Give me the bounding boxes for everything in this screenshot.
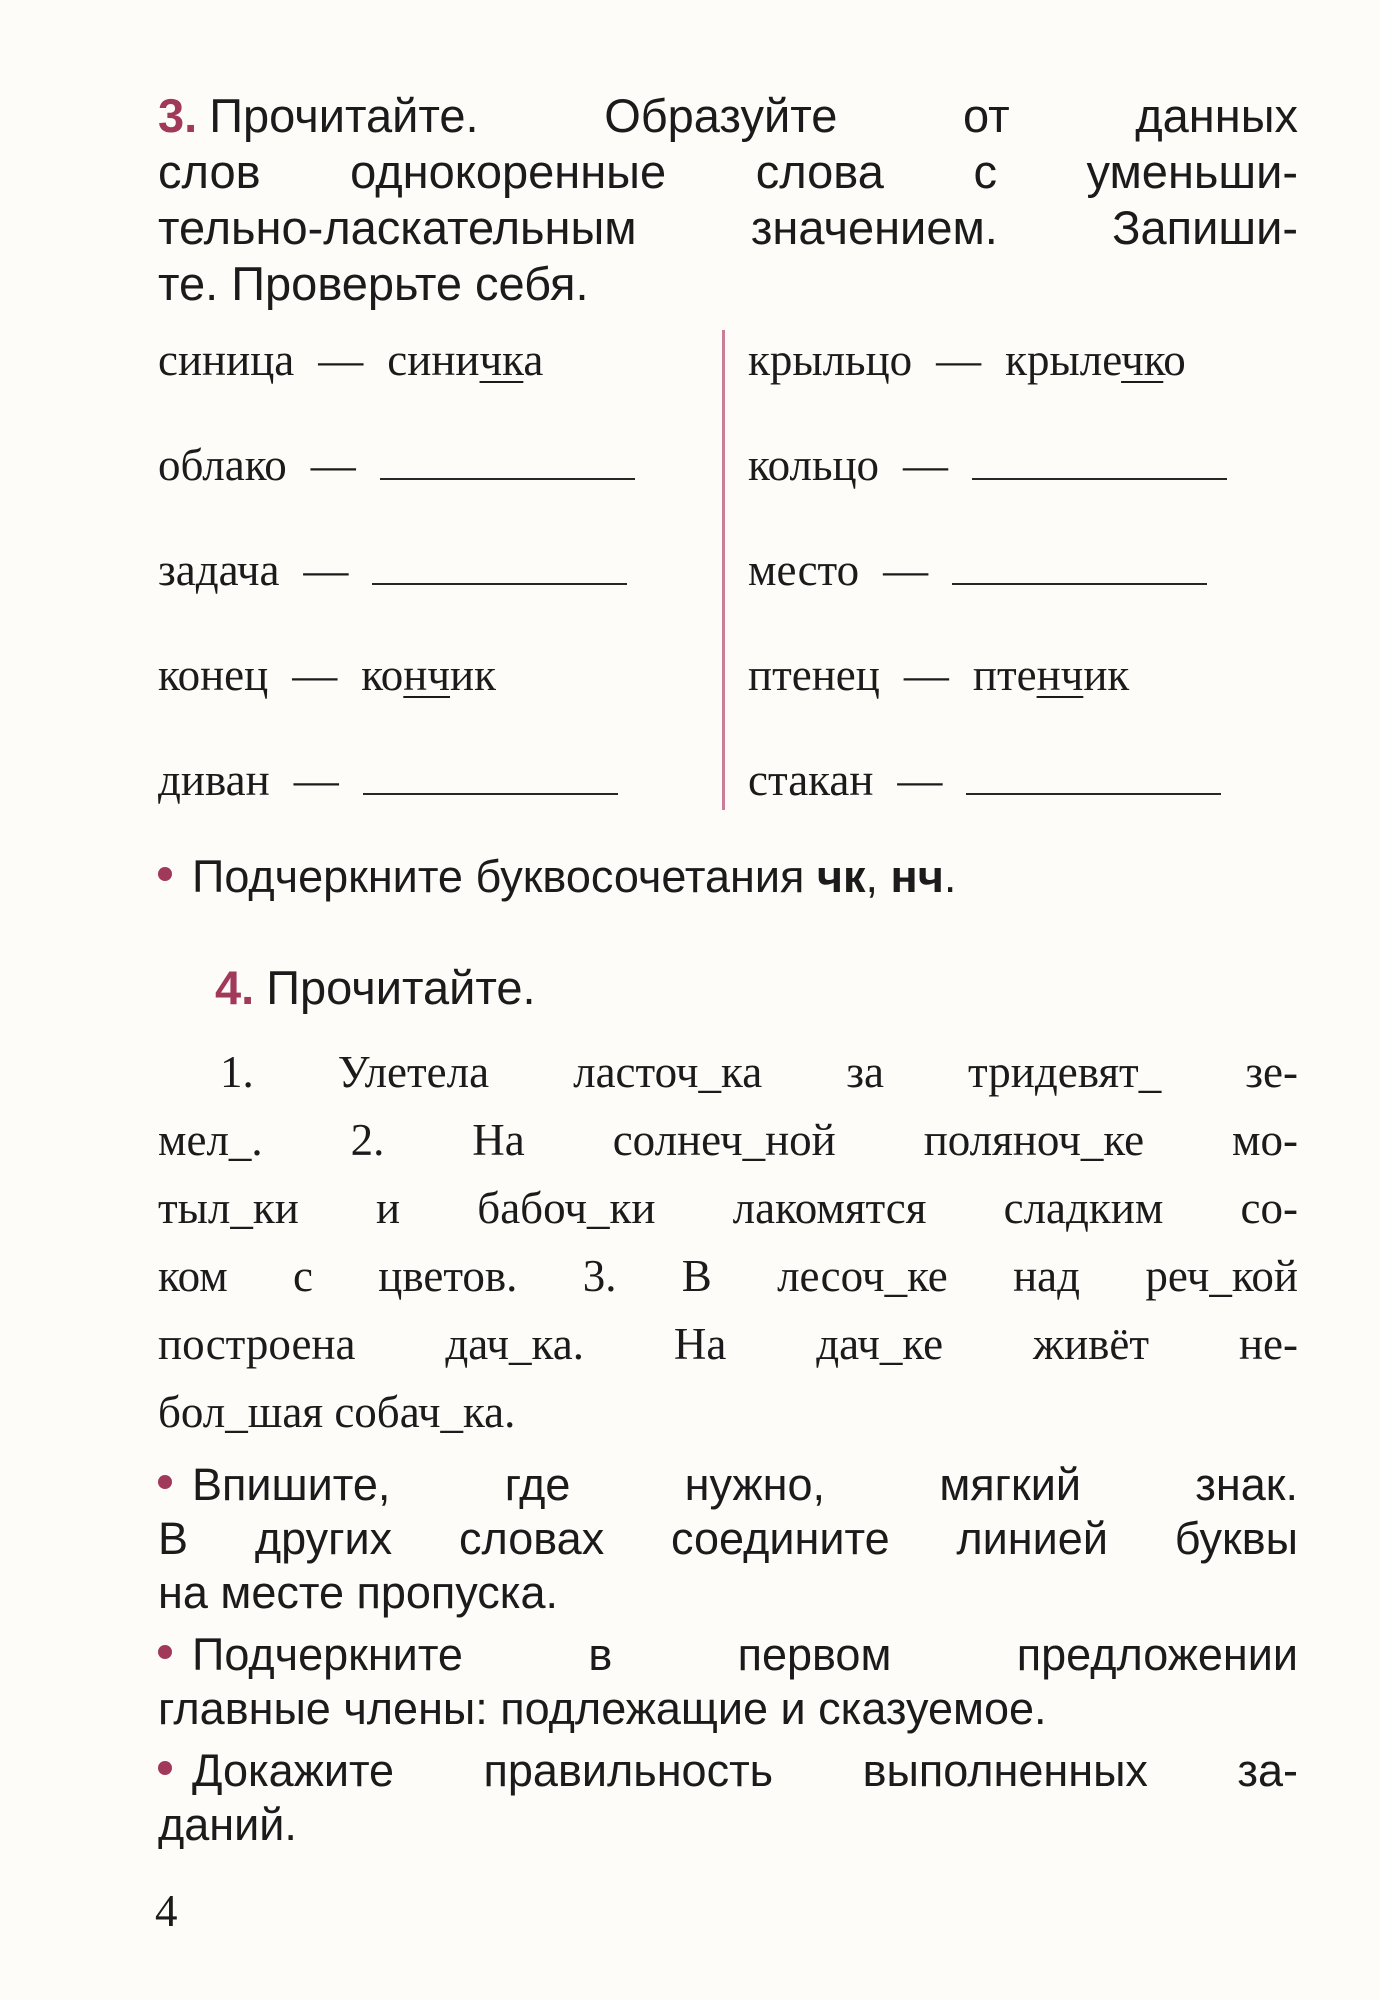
answer-blank[interactable]: [952, 583, 1207, 585]
answer-blank[interactable]: [972, 478, 1227, 480]
bullet-item: Докажите правильность выполненных за- даний.: [158, 1745, 1298, 1850]
answer-blank[interactable]: [372, 583, 627, 585]
task-4-text: [158, 1038, 1298, 1446]
bullet-dot-icon: [158, 1475, 172, 1489]
answer-word: кончик: [361, 650, 496, 700]
task-3-line-2: слов однокоренные слова с уменьши-: [158, 145, 1298, 198]
task-4-title: Прочитайте.: [266, 961, 536, 1014]
answer-blank[interactable]: [966, 793, 1221, 795]
bullet-dot-icon: [158, 867, 172, 881]
left-row-2: облако —: [158, 435, 635, 495]
word-pairs-grid: [158, 330, 1298, 810]
text-line-6: бол_шая собач_ка.: [158, 1387, 516, 1437]
task-3-line-1: 3. Прочитайте. Образуйте от данных: [158, 89, 1298, 142]
page-number: 4: [155, 1886, 178, 1936]
task-4-number: 4.: [215, 961, 255, 1014]
task-3-line-4: те. Проверьте себя.: [158, 257, 589, 310]
answer-blank[interactable]: [380, 478, 635, 480]
right-row-3: место —: [748, 540, 1207, 600]
task-3-instructions: [158, 88, 1298, 312]
task-4-bullets: [158, 1458, 1298, 1860]
left-row-5: диван —: [158, 750, 618, 810]
bullet-item: Подчеркните в первом предложении главные члены: подлежащие и сказуемое.: [158, 1629, 1298, 1734]
answer-word: птенчик: [972, 650, 1130, 700]
text-line-5: построена дач_ка. На дач_ке живёт не-: [158, 1319, 1298, 1369]
bullet-dot-icon: [158, 1761, 172, 1775]
left-row-4: конец — кончик: [158, 645, 496, 705]
task-3-number: 3.: [158, 89, 198, 142]
right-row-1: крыльцо — крылечко: [748, 330, 1186, 390]
column-divider: [722, 330, 725, 810]
answer-word: крылечко: [1005, 335, 1186, 385]
text-line-2: мел_. 2. На солнеч_ной поляноч_ке мо-: [158, 1115, 1298, 1165]
left-row-3: задача —: [158, 540, 627, 600]
left-row-1: синица — синичка: [158, 330, 543, 390]
text-line-4: ком с цветов. 3. В лесоч_ке над реч_кой: [158, 1251, 1298, 1301]
right-row-5: стакан —: [748, 750, 1221, 810]
bullet-item: Впишите, где нужно, мягкий знак. В других словах соедините линией буквы на месте пропуска.: [158, 1459, 1298, 1618]
text-line-3: тыл_ки и бабоч_ки лакомятся сладким со-: [158, 1183, 1298, 1233]
task-4-header: [215, 960, 1215, 1016]
answer-blank[interactable]: [363, 793, 618, 795]
text-line-1: 1. Улетела ласточ_ка за тридевят_ зе-: [220, 1047, 1298, 1097]
bullet-dot-icon: [158, 1645, 172, 1659]
right-row-2: кольцо —: [748, 435, 1227, 495]
answer-word: синичка: [387, 335, 544, 385]
task-3-bullet: Подчеркните буквосочетания чк, нч.: [158, 850, 1298, 904]
right-row-4: птенец — птенчик: [748, 645, 1129, 705]
task-3-line-3: тельно-ласкательным значением. Запиши-: [158, 201, 1298, 254]
